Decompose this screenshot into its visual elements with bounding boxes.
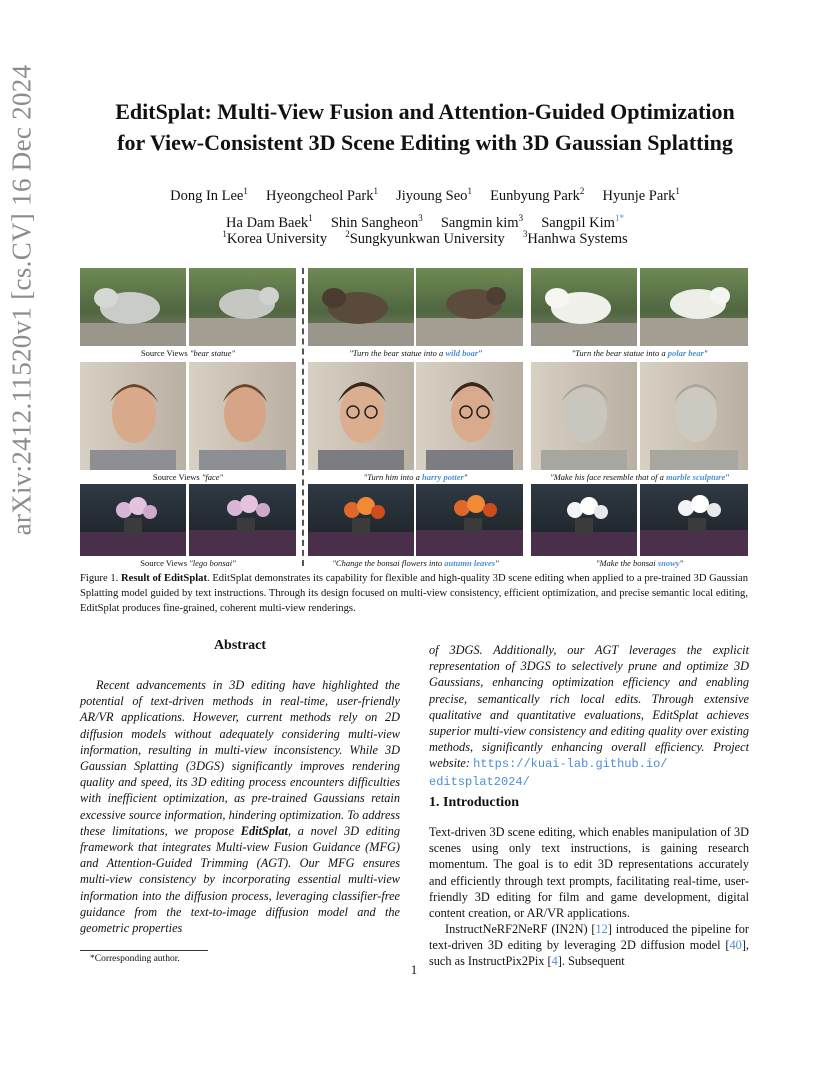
row-3-edit-label-2: "Make the bonsai snowy" (595, 558, 684, 568)
edited-view-snowy-2 (640, 484, 748, 556)
author: Hyunje Park$^1$ (602, 186, 680, 204)
abstract-body: Recent advancements in 3D editing have highlighted the potential of text-driven methods in real-time, user-friendly AR/VR applications. However, current methods rely on 2D diffusion models without adequately considering multi-view information, resulting in multi-view inconsistency. While 3D Gaussian Splatting (3DGS) significantly improves rendering quality and speed, its 3D editing process encounters difficulties with inefficient optimization, as pre-trained Gaussians retain excessive source information, hindering optimization. To address these limitations, we propose EditSplat, a novel 3D editing framework that integrates Multi-view Fusion Guidance (MFG) and Attention-Guided Trimming (AGT). Our MFG ensures multi-view consistency by incorporating essential multi-view information into the diffusion process, leveraging classifier-free guidance from the text-to-image diffusion model and the geometric properties (80, 678, 400, 936)
author: Shin Sangheon$^3$ (330, 212, 423, 231)
row-2-edit-label-2: "Make his face resemble that of a marble sculpture" (550, 472, 729, 482)
row-1-source-label: Source Views "bear statue" (140, 348, 236, 358)
source-view-bear-2 (189, 268, 296, 346)
affiliations (60, 229, 790, 248)
row-1-edit-label-1: "Turn the bear statue into a wild boar" (349, 348, 482, 358)
page-number: 1 (410, 963, 418, 977)
project-url[interactable]: https://kuai-lab.github.io/ (473, 757, 668, 772)
row-2-source-label: Source Views "face" (152, 472, 224, 482)
figure-divider (302, 268, 304, 566)
introduction-heading: 1. Introduction (429, 795, 519, 810)
author: Jiyoung Seo$^1$ (396, 186, 472, 204)
affiliation: $^1$Korea University (222, 229, 328, 247)
paper-title (60, 96, 790, 158)
citation-link[interactable]: 40 (729, 938, 742, 953)
source-view-bonsai-1 (80, 484, 186, 556)
edited-view-marble-sculpture-2 (640, 362, 748, 470)
footnote: *Corresponding author. (90, 954, 180, 964)
title-line-1: EditSplat: Multi-View Fusion and Attention-Guided Optimization (115, 99, 735, 124)
project-url-cont[interactable]: editsplat2024/ (429, 774, 530, 789)
author: Eunbyung Park$^2$ (490, 186, 585, 204)
edited-view-autumn-leaves-1 (308, 484, 414, 556)
author: Dong In Lee$^1$ (170, 186, 248, 204)
introduction-para-1: Text-driven 3D scene editing, which enables manipulation of 3D scenes using only text instructions, is gaining research momentum. The goal is to edit 3D representations accurately and efficiently through text prompts, facilitating real-time, user-friendly 3D editing for film and game development, digital content creation, or AR/VR applications. (429, 825, 749, 921)
abstract-continued: of 3DGS. Additionally, our AGT leverages the explicit representation of 3DGS to selectively prune and optimize 3D Gaussians, enhancing optimization efficiency and enabling precise, semantically rich local edits. Through extensive qualitative and quantitative evaluations, EditSplat achieves superior multi-view consistency and editing quality over existing methods, significantly enhancing overall efficiency. Project website: https://kuai-lab.github.io/ editsplat2024/ (429, 643, 749, 789)
author-row-1 (60, 180, 790, 207)
citation-link[interactable]: 12 (595, 922, 608, 936)
editsplat-name: EditSplat (240, 823, 288, 838)
abstract-heading: Abstract (213, 638, 267, 653)
edited-view-autumn-leaves-2 (416, 484, 523, 556)
edited-view-snowy-1 (531, 484, 637, 556)
edited-view-wild-boar-2 (416, 268, 523, 346)
source-view-face-2 (189, 362, 296, 470)
figure-caption (80, 571, 748, 616)
row-2-edit-label-1: "Turn him into a harry potter" (363, 472, 468, 482)
edited-view-polar-bear-1 (531, 268, 637, 346)
source-view-face-1 (80, 362, 186, 470)
row-3-edit-label-1: "Change the bonsai flowers into autumn leaves" (332, 558, 499, 568)
footnote-rule (80, 950, 208, 951)
row-1-edit-label-2: "Turn the bear statue into a polar bear" (571, 348, 708, 358)
caption-bold: Result of EditSplat (120, 573, 207, 584)
title-line-2: for View-Consistent 3D Scene Editing with 3D Gaussian Splatting (117, 130, 733, 155)
affiliation: $^3$Hanhwa Systems (522, 229, 628, 247)
edited-view-wild-boar-1 (308, 268, 414, 346)
author: Sangpil Kim$^{1*}$ (541, 212, 624, 231)
edited-view-harry-potter-2 (416, 362, 523, 470)
edited-view-polar-bear-2 (640, 268, 748, 346)
caption-label: Figure 1. (80, 573, 119, 584)
caption-text: . EditSplat demonstrates its capability for flexible and high-quality 3D scene editing when applied to a pre-trained 3D Gaussian Splatting model guided by text instructions. Through its design focused on multi-view consistency, efficient optimization, and precise semantic local editing, EditSplat produces fine-grained, coherent multi-view renderings. (80, 573, 748, 614)
citation-link[interactable]: 4 (551, 954, 558, 969)
author-list (60, 180, 790, 234)
affiliation: $^2$Sungkyunkwan University (345, 229, 505, 247)
author: Sangmin kim$^3$ (440, 212, 524, 231)
author: Ha Dam Baek$^1$ (226, 212, 313, 231)
edited-view-marble-sculpture-1 (531, 362, 637, 470)
source-view-bear-1 (80, 268, 186, 346)
edited-view-harry-potter-1 (308, 362, 414, 470)
introduction-para-2: InstructNeRF2NeRF (IN2N) [12] introduced the pipeline for text-driven 3D editing by leveraging 2D diffusion model [40], such as InstructPix2Pix [4]. Subsequent (429, 922, 749, 969)
author: Hyeongcheol Park$^1$ (266, 186, 379, 204)
source-view-bonsai-2 (189, 484, 296, 556)
arxiv-stamp-text: arXiv:2412.11520v1 [cs.CV] 16 Dec 2024 (6, 64, 37, 536)
row-3-source-label: Source Views "lego bonsai" (140, 558, 236, 568)
